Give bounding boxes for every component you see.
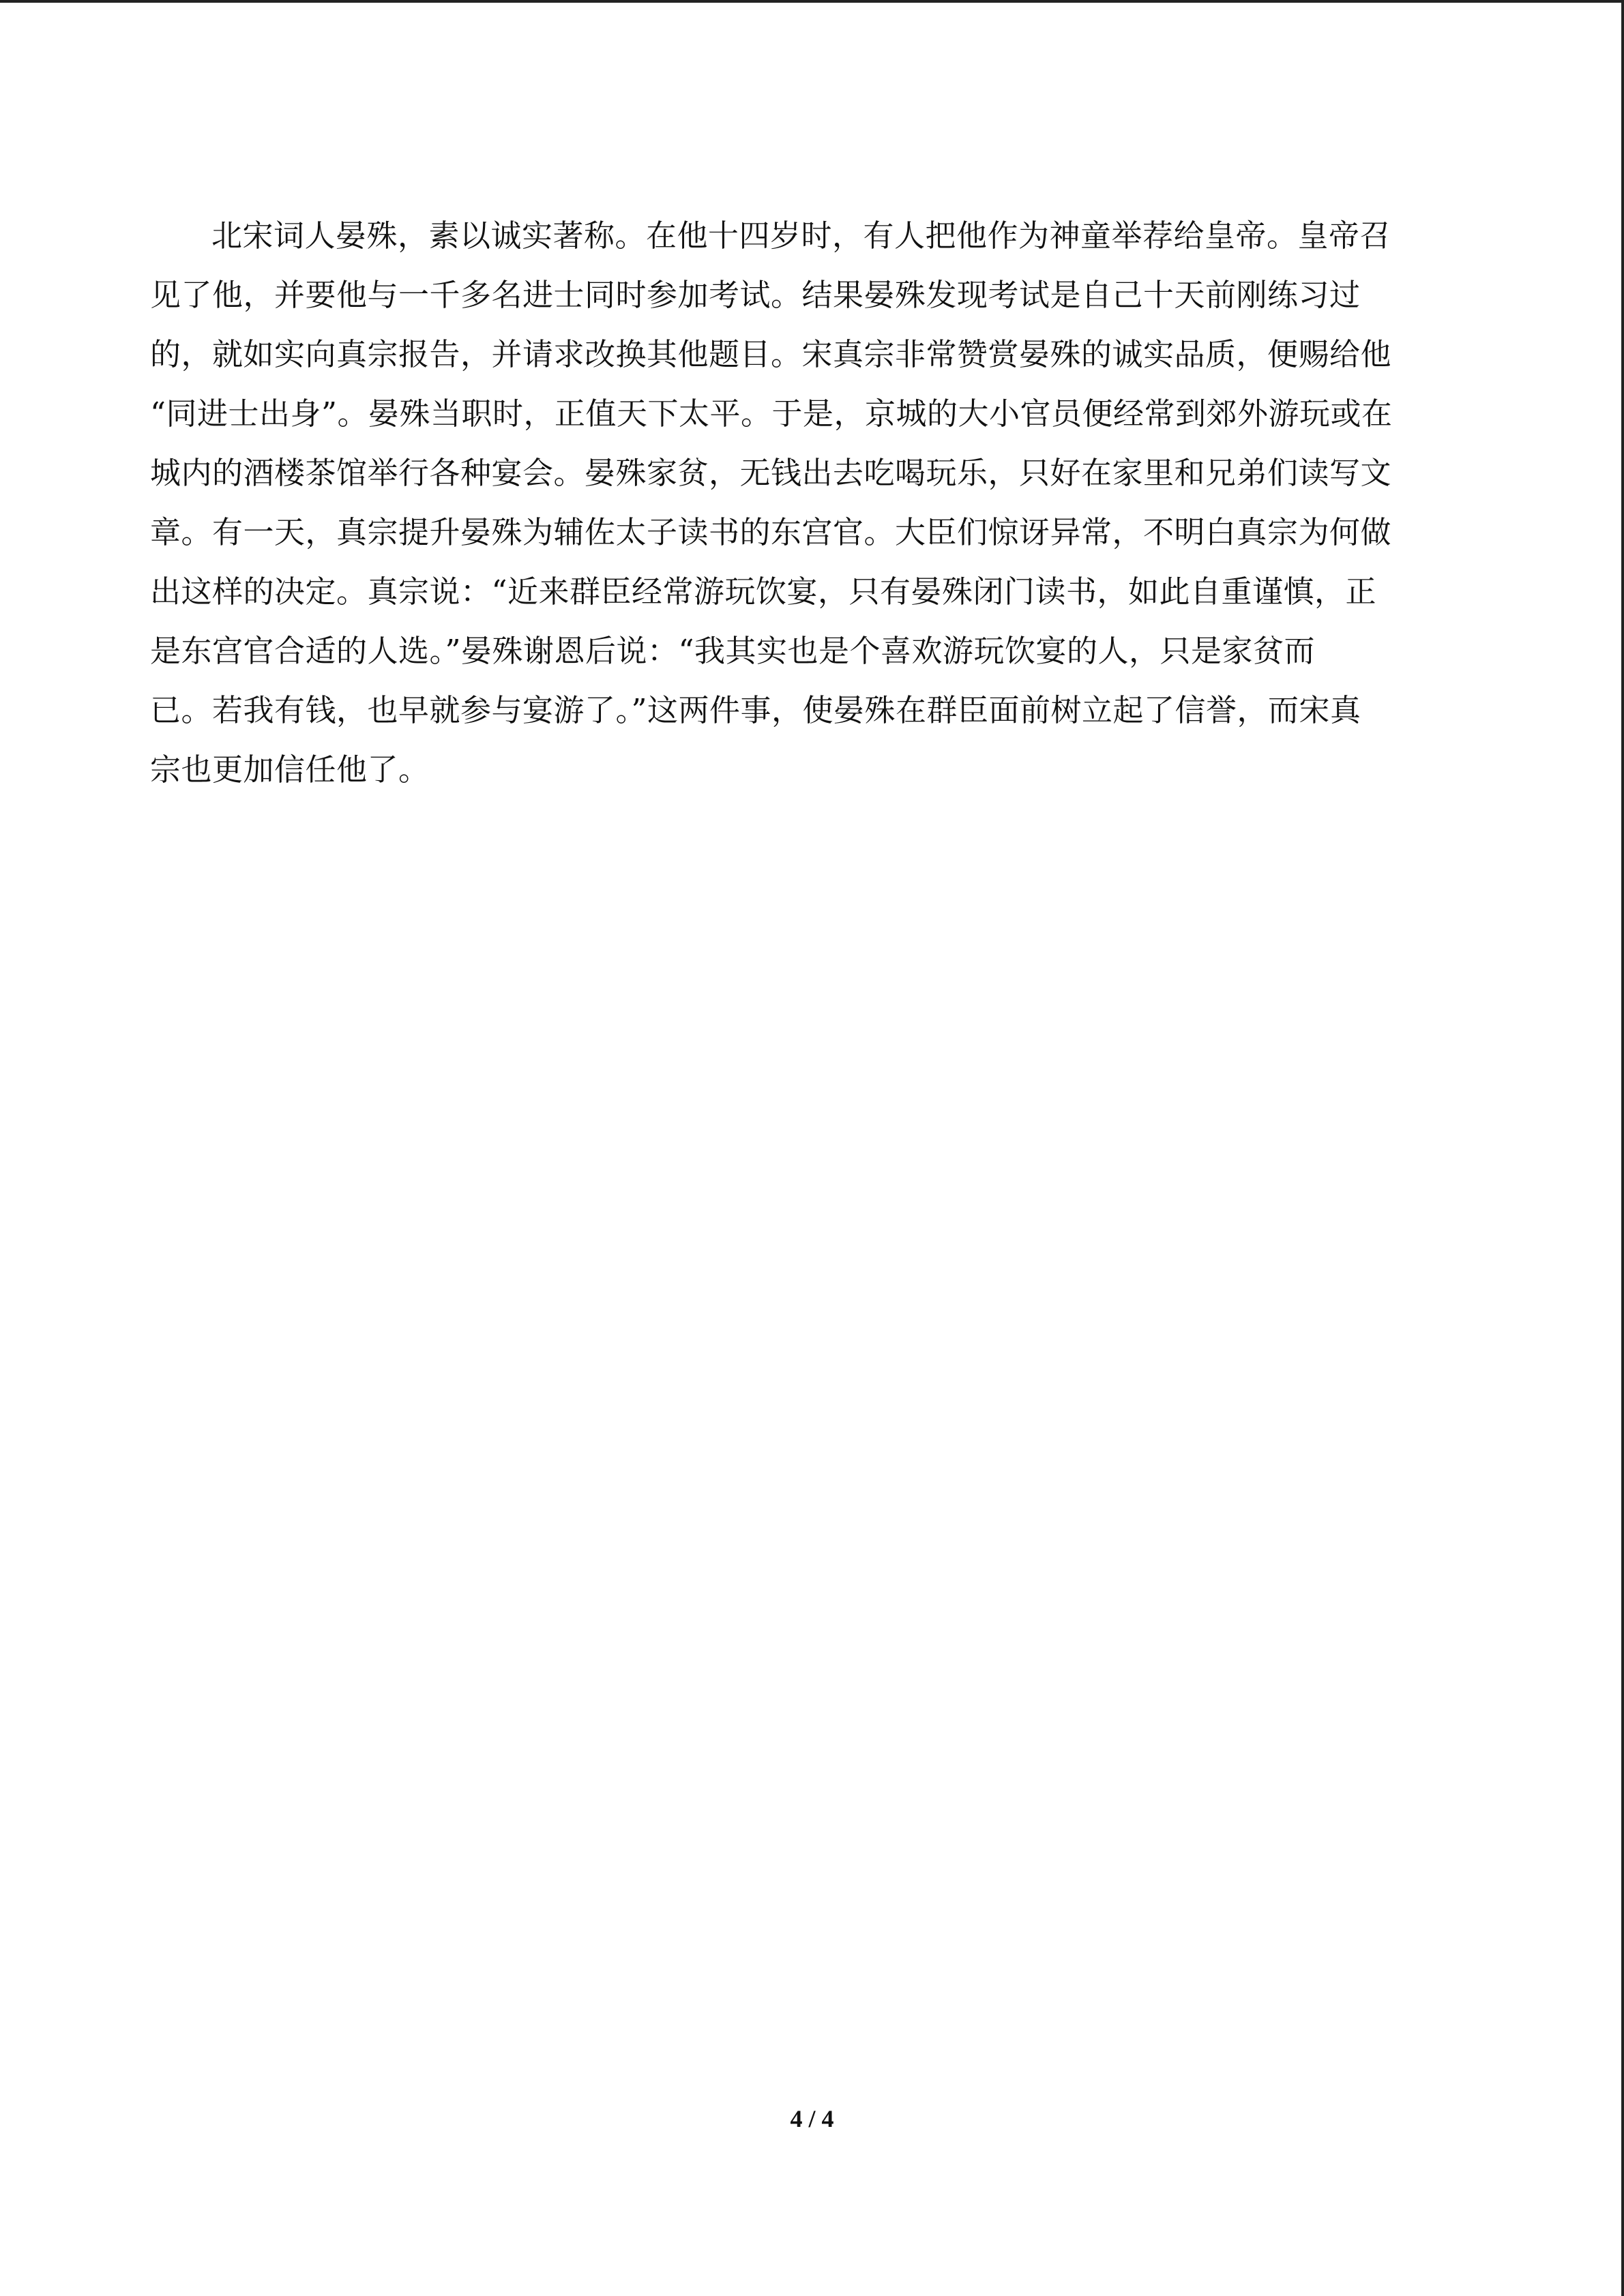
paragraph-line-9: 已。若我有钱，也早就参与宴游了。”这两件事，使晏殊在群臣面前树立起了信誉，而宋真 xyxy=(150,692,1361,728)
page-number: 4 / 4 xyxy=(790,2105,834,2132)
paragraph-line-2: 见了他，并要他与一千多名进士同时参加考试。结果晏殊发现考试是自己十天前刚练习过 xyxy=(150,277,1361,313)
paragraph-line-5: 城内的酒楼茶馆举行各种宴会。晏殊家贫，无钱出去吃喝玩乐，只好在家里和兄弟们读写文 xyxy=(150,455,1392,491)
paragraph-line-1: 北宋词人晏殊，素以诚实著称。在他十四岁时，有人把他作为神童举荐给皇帝。皇帝召 xyxy=(211,218,1391,254)
paragraph-line-4: “同进士出身”。晏殊当职时，正值天下太平。于是，京城的大小官员便经常到郊外游玩或在 xyxy=(150,396,1393,432)
paragraph-line-8: 是东宫官合适的人选。”晏殊谢恩后说：“我其实也是个喜欢游玩饮宴的人，只是家贫而 xyxy=(150,633,1316,669)
paragraph-line-3: 的，就如实向真宗报告，并请求改换其他题目。宋真宗非常赞赏晏殊的诚实品质，便赐给他 xyxy=(150,336,1392,372)
paragraph-line-10: 宗也更加信任他了。 xyxy=(150,751,430,788)
paragraph-line-7: 出这样的决定。真宗说：“近来群臣经常游玩饮宴，只有晏殊闭门读书，如此自重谨慎，正 xyxy=(150,573,1377,610)
paragraph-line-6: 章。有一天，真宗提升晏殊为辅佐太子读书的东宫官。大臣们惊讶异常，不明白真宗为何做 xyxy=(150,514,1392,550)
